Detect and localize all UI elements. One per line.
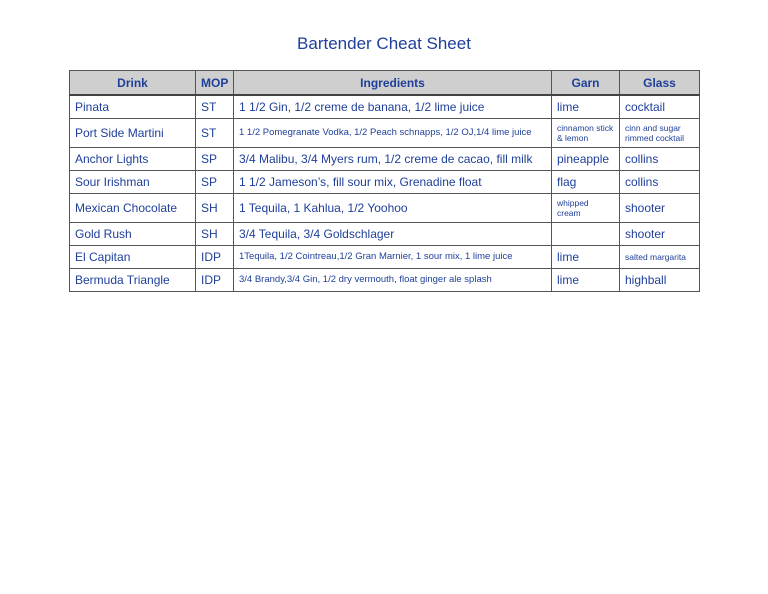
- garn-cell: lime: [552, 246, 620, 269]
- mop-cell: SH: [196, 194, 234, 223]
- drink-cell: Port Side Martini: [70, 119, 196, 148]
- ingredients-cell: 1 1/2 Gin, 1/2 creme de banana, 1/2 lime juice: [234, 95, 552, 119]
- drink-cell: Bermuda Triangle: [70, 269, 196, 292]
- ingredients-cell: 3/4 Malibu, 3/4 Myers rum, 1/2 creme de cacao, fill milk: [234, 148, 552, 171]
- column-header-drink: Drink: [70, 71, 196, 96]
- table-row: [70, 269, 700, 292]
- page-title: Bartender Cheat Sheet: [297, 34, 471, 53]
- drink-cell: Mexican Chocolate: [70, 194, 196, 223]
- mop-cell: SH: [196, 223, 234, 246]
- glass-cell: highball: [620, 269, 700, 292]
- column-header-garn: Garn: [552, 71, 620, 96]
- drink-cell: El Capitan: [70, 246, 196, 269]
- mop-cell: ST: [196, 119, 234, 148]
- drink-cell: Anchor Lights: [70, 148, 196, 171]
- ingredients-cell: 1 1/2 Pomegranate Vodka, 1/2 Peach schnapps, 1/2 OJ,1/4 lime juice: [234, 119, 552, 148]
- mop-cell: IDP: [196, 269, 234, 292]
- glass-cell: collins: [620, 148, 700, 171]
- ingredients-cell: 1 Tequila, 1 Kahlua, 1/2 Yoohoo: [234, 194, 552, 223]
- drink-cell: Sour Irishman: [70, 171, 196, 194]
- column-header-glass: Glass: [620, 71, 700, 96]
- glass-cell: cocktail: [620, 95, 700, 119]
- garn-cell: [552, 223, 620, 246]
- garn-cell: whipped cream: [552, 194, 620, 223]
- column-header-mop: MOP: [196, 71, 234, 96]
- table-row: [70, 95, 700, 119]
- glass-cell: shooter: [620, 194, 700, 223]
- header-row: [70, 71, 700, 96]
- mop-cell: SP: [196, 171, 234, 194]
- ingredients-cell: 1 1/2 Jameson’s, fill sour mix, Grenadine float: [234, 171, 552, 194]
- table-row: [70, 148, 700, 171]
- table-row: [70, 171, 700, 194]
- drink-cell: Pinata: [70, 95, 196, 119]
- ingredients-cell: 1Tequila, 1/2 Cointreau,1/2 Gran Marnier, 1 sour mix, 1 lime juice: [234, 246, 552, 269]
- mop-cell: SP: [196, 148, 234, 171]
- mop-cell: ST: [196, 95, 234, 119]
- ingredients-cell: 3/4 Tequila, 3/4 Goldschlager: [234, 223, 552, 246]
- mop-cell: IDP: [196, 246, 234, 269]
- table-row: [70, 223, 700, 246]
- cheat-sheet-table: [69, 70, 700, 292]
- column-header-ingredients: Ingredients: [234, 71, 552, 96]
- drink-cell: Gold Rush: [70, 223, 196, 246]
- garn-cell: lime: [552, 269, 620, 292]
- glass-cell: salted margarita: [620, 246, 700, 269]
- table-row: [70, 246, 700, 269]
- table-row: [70, 194, 700, 223]
- garn-cell: lime: [552, 95, 620, 119]
- garn-cell: pineapple: [552, 148, 620, 171]
- glass-cell: collins: [620, 171, 700, 194]
- ingredients-cell: 3/4 Brandy,3/4 Gin, 1/2 dry vermouth, float ginger ale splash: [234, 269, 552, 292]
- glass-cell: cinn and sugar rimmed cocktail: [620, 119, 700, 148]
- garn-cell: cinnamon stick & lemon: [552, 119, 620, 148]
- table-row: [70, 119, 700, 148]
- glass-cell: shooter: [620, 223, 700, 246]
- garn-cell: flag: [552, 171, 620, 194]
